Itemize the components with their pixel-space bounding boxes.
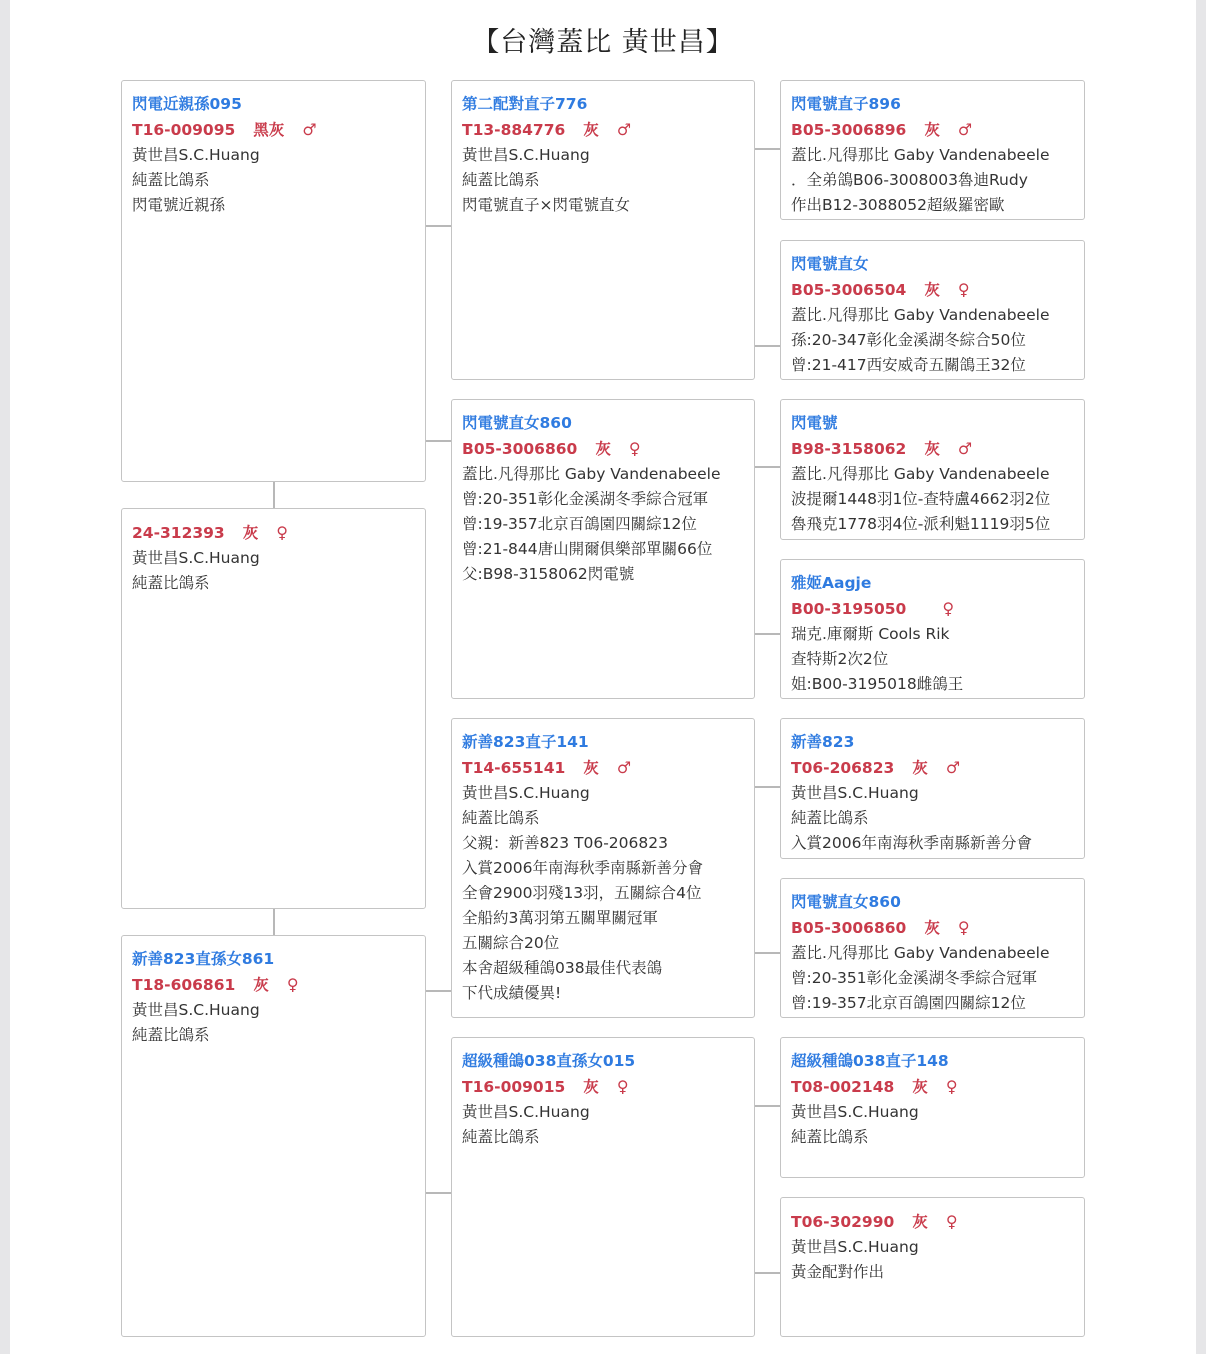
info-line: 入賞2006年南海秋季南縣新善分會: [462, 859, 703, 877]
info-line: 全會2900羽殘13羽，五關綜合4位: [462, 884, 702, 902]
info-line: 父:B98-3158062閃電號: [462, 565, 635, 583]
pigeon-name: 閃電號: [791, 414, 838, 432]
sex-icon: ♀: [945, 1077, 958, 1096]
ring-line: [132, 117, 415, 143]
sex-icon: ♀: [945, 1212, 958, 1231]
feather-color: 灰: [253, 976, 269, 994]
sex-icon: ♀: [942, 599, 955, 618]
info-line: ．全弟鴿B06-3008003魯迪Rudy: [791, 171, 1028, 189]
ancestor-card[interactable]: [780, 399, 1085, 540]
info-line: 閃電號直子×閃電號直女: [462, 196, 630, 214]
connector: [755, 345, 780, 347]
feather-color: 灰: [583, 1078, 599, 1096]
dam-card[interactable]: [121, 935, 426, 1337]
sex-icon: ♂: [957, 439, 973, 458]
connector: [426, 225, 451, 227]
ancestor-card[interactable]: [451, 399, 755, 699]
pigeon-name: 閃電號直女860: [791, 893, 901, 911]
info-line: 純蓋比鴿系: [462, 1128, 540, 1146]
subject-bird-card[interactable]: [121, 508, 426, 909]
ring-number: T18-606861: [132, 976, 236, 994]
pigeon-name: 閃電號直女860: [462, 414, 572, 432]
sex-icon: ♀: [957, 280, 970, 299]
pigeon-name: 閃電號直子896: [791, 95, 901, 113]
connector: [755, 1272, 780, 1274]
ring-number: B05-3006504: [791, 281, 907, 299]
ancestor-card[interactable]: [780, 1197, 1085, 1337]
ancestor-card[interactable]: [780, 559, 1085, 699]
connector: [755, 148, 780, 150]
sex-icon: ♂: [945, 758, 961, 777]
sex-icon: ♂: [616, 120, 632, 139]
ancestor-card[interactable]: [780, 80, 1085, 220]
feather-color: 灰: [924, 121, 940, 139]
sex-icon: ♀: [957, 918, 970, 937]
ring-line: [462, 117, 744, 143]
feather-color: 灰: [242, 524, 259, 542]
feather-color: 灰: [583, 121, 599, 139]
info-line: 魯飛克1778羽4位-派利魁1119羽5位: [791, 515, 1051, 533]
feather-color: 灰: [924, 440, 940, 458]
info-line: 全船約3萬羽第五關單關冠軍: [462, 909, 658, 927]
pigeon-name: 第二配對直子776: [462, 95, 588, 113]
ring-line: [791, 436, 1074, 462]
ring-number: T06-206823: [791, 759, 895, 777]
page-title: 【台灣蓋比 黃世昌】: [472, 27, 734, 58]
ring-number: T08-002148: [791, 1078, 895, 1096]
sex-icon: ♂: [616, 758, 632, 777]
connector: [755, 633, 780, 635]
feather-color: 灰: [924, 281, 940, 299]
info-line: 瑞克.庫爾斯 Cools Rik: [791, 625, 950, 643]
sex-icon: ♀: [628, 439, 641, 458]
ring-line: [462, 755, 744, 781]
feather-color: 灰: [912, 759, 928, 777]
pigeon-name: 雅姬Aagje: [791, 574, 872, 592]
feather-color: 灰: [595, 440, 611, 458]
pigeon-name: 閃電號直女: [791, 255, 869, 273]
sex-icon: ♀: [616, 1077, 629, 1096]
feather-color: 灰: [583, 759, 599, 777]
ancestor-card[interactable]: [780, 878, 1085, 1018]
ring-line: [132, 520, 415, 546]
info-line: 作出B12-3088052超級羅密歐: [791, 196, 1005, 214]
connector: [426, 1192, 451, 1194]
info-line: 純蓋比鴿系: [791, 809, 869, 827]
ring-number: B00-3195050: [791, 600, 907, 618]
info-line: 蓋比.凡得那比 Gaby Vandenabeele: [462, 465, 721, 483]
sex-icon: ♀: [276, 523, 288, 542]
info-line: 黃世昌S.C.Huang: [462, 784, 590, 802]
sex-icon: ♂: [302, 120, 317, 139]
ring-number: T13-884776: [462, 121, 566, 139]
info-line: 曾:21-844唐山開爾俱樂部單關66位: [462, 540, 713, 558]
info-line: 黃世昌S.C.Huang: [132, 549, 260, 567]
info-line: 黃世昌S.C.Huang: [462, 146, 590, 164]
connector: [755, 952, 780, 954]
info-line: 波提爾1448羽1位-查特盧4662羽2位: [791, 490, 1051, 508]
info-line: 黃世昌S.C.Huang: [791, 1238, 919, 1256]
feather-color: 灰: [912, 1213, 928, 1231]
info-line: 黃世昌S.C.Huang: [791, 1103, 919, 1121]
feather-color: 灰: [924, 919, 940, 937]
connector: [755, 786, 780, 788]
ring-number: B05-3006860: [791, 919, 907, 937]
info-line: 黃世昌S.C.Huang: [132, 146, 260, 164]
ring-line: [791, 755, 1074, 781]
info-line: 純蓋比鴿系: [132, 171, 210, 189]
info-line: 純蓋比鴿系: [462, 171, 540, 189]
feather-color: 黑灰: [253, 121, 285, 139]
ring-number: B05-3006860: [462, 440, 578, 458]
ancestor-card[interactable]: [780, 240, 1085, 380]
connector: [273, 909, 275, 935]
pigeon-name: 新善823直子141: [462, 733, 589, 751]
ring-number: B98-3158062: [791, 440, 907, 458]
info-line: 黃世昌S.C.Huang: [791, 784, 919, 802]
ancestor-card[interactable]: [780, 1037, 1085, 1178]
info-line: 姐:B00-3195018雌鴿王: [791, 675, 964, 693]
info-line: 父親：新善823 T06-206823: [462, 834, 668, 852]
info-line: 蓋比.凡得那比 Gaby Vandenabeele: [791, 146, 1050, 164]
connector: [426, 440, 451, 442]
info-line: 蓋比.凡得那比 Gaby Vandenabeele: [791, 944, 1050, 962]
ring-line: [791, 915, 1074, 941]
connector: [426, 990, 451, 992]
ring-number: T16-009015: [462, 1078, 566, 1096]
info-line: 孫:20-347彰化金溪湖冬綜合50位: [791, 331, 1026, 349]
pigeon-name: 新善823直孫女861: [132, 950, 275, 968]
info-line: 黃世昌S.C.Huang: [132, 1001, 260, 1019]
feather-color: 灰: [912, 1078, 928, 1096]
info-line: 曾:19-357北京百鴿園四關綜12位: [462, 515, 697, 533]
ring-line: [791, 117, 1074, 143]
info-line: 純蓋比鴿系: [132, 574, 210, 592]
ring-line: [462, 1074, 744, 1100]
info-line: 曾:19-357北京百鴿園四關綜12位: [791, 994, 1026, 1012]
info-line: 五關綜合20位: [462, 934, 560, 952]
info-line: 黃世昌S.C.Huang: [462, 1103, 590, 1121]
ring-line: [791, 277, 1074, 303]
connector: [755, 466, 780, 468]
ring-number: T14-655141: [462, 759, 566, 777]
pigeon-name: 超級種鴿038直子148: [791, 1052, 949, 1070]
pigeon-name: 新善823: [791, 733, 855, 751]
ancestor-card[interactable]: [451, 80, 755, 380]
pigeon-name: 閃電近親孫095: [132, 95, 242, 113]
ancestor-card[interactable]: [780, 718, 1085, 859]
ring-number: T16-009095: [132, 121, 236, 139]
info-line: 純蓋比鴿系: [791, 1128, 869, 1146]
info-line: 下代成績優異!: [462, 984, 562, 1002]
connector: [273, 482, 275, 508]
info-line: 曾:21-417西安威奇五關鴿王32位: [791, 356, 1026, 374]
ring-line: [791, 1074, 1074, 1100]
info-line: 曾:20-351彰化金溪湖冬季綜合冠軍: [462, 490, 709, 508]
ancestor-card[interactable]: [451, 718, 755, 1018]
info-line: 蓋比.凡得那比 Gaby Vandenabeele: [791, 465, 1050, 483]
sire-card[interactable]: [121, 80, 426, 482]
ring-number: 24-312393: [132, 524, 225, 542]
ring-number: B05-3006896: [791, 121, 907, 139]
ring-line: [791, 596, 1074, 622]
ring-line: [462, 436, 744, 462]
info-line: 查特斯2次2位: [791, 650, 889, 668]
sex-icon: ♀: [286, 975, 299, 994]
connector: [755, 1105, 780, 1107]
pigeon-name: 超級種鴿038直孫女015: [462, 1052, 636, 1070]
ancestor-card[interactable]: [451, 1037, 755, 1337]
ring-line: [791, 1209, 1074, 1235]
info-line: 本舍超級種鴿038最佳代表鴿: [462, 959, 663, 977]
info-line: 曾:20-351彰化金溪湖冬季綜合冠軍: [791, 969, 1038, 987]
info-line: 黃金配對作出: [791, 1263, 885, 1281]
sex-icon: ♂: [957, 120, 973, 139]
info-line: 蓋比.凡得那比 Gaby Vandenabeele: [791, 306, 1050, 324]
info-line: 純蓋比鴿系: [132, 1026, 210, 1044]
ring-number: T06-302990: [791, 1213, 895, 1231]
ring-line: [132, 972, 415, 998]
info-line: 入賞2006年南海秋季南縣新善分會: [791, 834, 1032, 852]
info-line: 閃電號近親孫: [132, 196, 226, 214]
info-line: 純蓋比鴿系: [462, 809, 540, 827]
